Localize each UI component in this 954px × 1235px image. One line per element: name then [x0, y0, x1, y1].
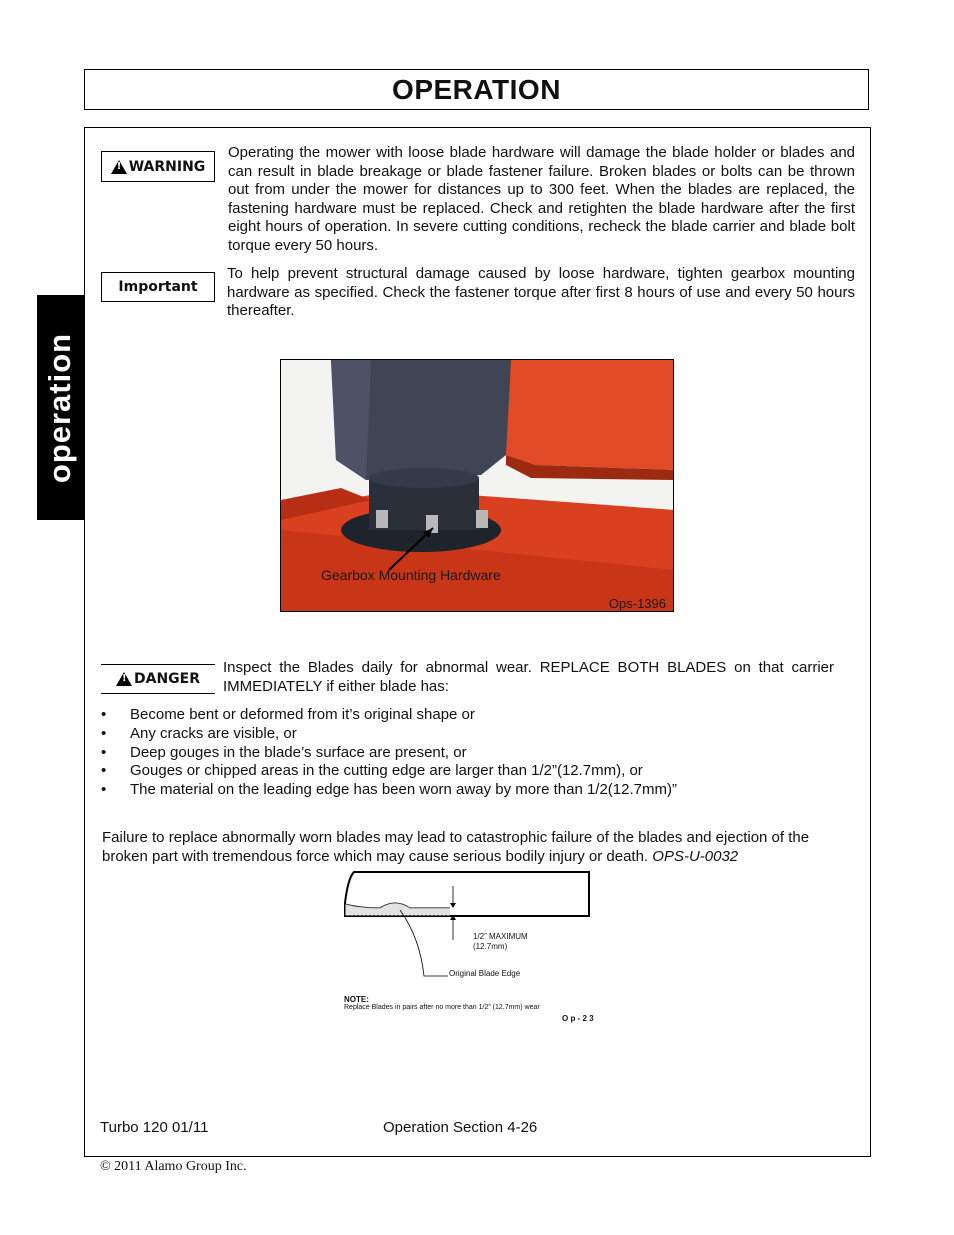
footer-section: Operation Section 4-26 — [383, 1119, 538, 1136]
list-item-text: Any cracks are visible, or — [130, 724, 297, 742]
note-title: NOTE: — [344, 995, 369, 1004]
list-item — [101, 762, 841, 781]
list-item-text: The material on the leading edge has been worn away by more than 1/2(12.7mm)” — [130, 781, 677, 799]
bullet-icon: • — [101, 762, 107, 780]
original-edge-label: Original Blade Edge — [449, 969, 521, 978]
max-wear-metric: (12.7mm) — [473, 942, 508, 951]
side-section-tab — [37, 295, 84, 520]
warning-label-text: WARNING — [128, 158, 206, 175]
note-text: Replace Blades in pairs after no more than 1/2” (12.7mm) wear — [344, 1004, 540, 1011]
list-item — [101, 725, 841, 744]
side-tab-label: operation — [42, 332, 78, 483]
failure-reference: OPS-U-0032 — [652, 847, 739, 865]
failure-paragraph — [102, 829, 842, 866]
bullet-icon: • — [101, 724, 107, 742]
danger-text: Inspect the Blades daily for abnormal wear. REPLACE BOTH BLADES on that carrier IMMEDIATELY if either blade has: — [223, 659, 834, 695]
bullet-icon: • — [101, 781, 107, 799]
photo-reference: Ops-1396 — [608, 596, 666, 611]
page-title: OPERATION — [392, 73, 561, 105]
warning-triangle-icon — [111, 160, 127, 174]
list-item — [101, 781, 841, 800]
list-item — [101, 706, 841, 725]
important-text: To help prevent structural damage caused by loose hardware, tighten gearbox mounting hardware as specified. Check the fastener torque after first 8 hours of use and every 50 hours thereafter. — [227, 265, 855, 320]
blade-wear-list — [101, 706, 841, 800]
warning-label — [101, 151, 215, 182]
max-wear-label: 1/2” MAXIMUM — [473, 932, 528, 941]
footer-model: Turbo 120 01/11 — [100, 1119, 209, 1136]
danger-label — [101, 664, 215, 694]
list-item-text: Become bent or deformed from it’s original shape or — [130, 706, 475, 723]
danger-triangle-icon — [116, 672, 132, 686]
gearbox-photo — [280, 359, 674, 612]
header-box — [84, 69, 869, 110]
important-label — [101, 272, 215, 302]
danger-label-text: DANGER — [133, 671, 200, 687]
blade-wear-diagram — [340, 868, 605, 1028]
bullet-icon: • — [101, 743, 107, 761]
list-item — [101, 744, 841, 763]
photo-caption: Gearbox Mounting Hardware — [321, 567, 501, 583]
list-item-text: Deep gouges in the blade’s surface are present, or — [130, 743, 467, 761]
figure-reference: O p - 2 3 — [562, 1014, 594, 1023]
warning-text: Operating the mower with loose blade hardware will damage the blade holder or blades and can result in blade breakage or blade fastener failure. Broken blades or bolts can be thrown out from under the mower for distances up to 300 feet. When the blades are replaced, the fastening hardware must be replaced. Check and retighten the blade hardware after the first eight hours of operation. In severe cutting conditions, recheck the blade carrier and blade bolt torque every 50 hours. — [228, 144, 855, 254]
failure-text: Failure to replace abnormally worn blades may lead to catastrophic failure of the blades and ejection of the broken part with tremendous force which may cause serious bodily injury or death. — [102, 829, 810, 865]
list-item-text: Gouges or chipped areas in the cutting edge are larger than 1/2”(12.7mm), or — [130, 762, 643, 780]
copyright: © 2011 Alamo Group Inc. — [100, 1159, 247, 1174]
bullet-icon: • — [101, 706, 107, 723]
important-label-text: Important — [118, 279, 198, 295]
